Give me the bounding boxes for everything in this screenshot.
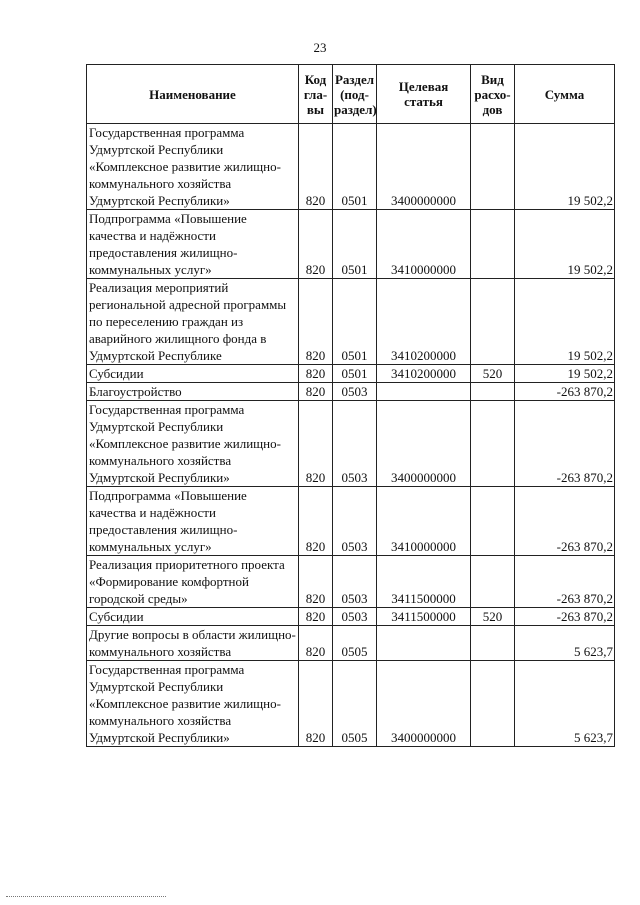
row-kind (471, 487, 515, 556)
row-target (377, 383, 471, 401)
row-sum: 5 623,7 (515, 626, 615, 661)
row-target: 3410000000 (377, 210, 471, 279)
row-section: 0505 (333, 626, 377, 661)
row-code: 820 (299, 556, 333, 608)
row-name: Другие вопросы в области жилищно-коммунального хозяйства (87, 626, 299, 661)
row-code: 820 (299, 210, 333, 279)
row-sum: 19 502,2 (515, 124, 615, 210)
row-name: Реализация мероприятий региональной адресной программы по переселению граждан из аварийного жилищного фонда в Удмуртской Республике (87, 279, 299, 365)
row-kind: 520 (471, 608, 515, 626)
row-sum: 19 502,2 (515, 279, 615, 365)
row-target: 3410200000 (377, 279, 471, 365)
row-kind (471, 401, 515, 487)
row-sum: -263 870,2 (515, 608, 615, 626)
row-name: Государственная программа Удмуртской Республики «Комплексное развитие жилищно-коммунального хозяйства Удмуртской Республики» (87, 661, 299, 747)
row-name: Субсидии (87, 608, 299, 626)
table-row (87, 124, 615, 210)
row-sum: -263 870,2 (515, 401, 615, 487)
table-row (87, 383, 615, 401)
header-sum: Сумма (515, 65, 615, 124)
row-target: 3400000000 (377, 401, 471, 487)
row-code: 820 (299, 661, 333, 747)
row-kind (471, 556, 515, 608)
row-target (377, 626, 471, 661)
row-target: 3410000000 (377, 487, 471, 556)
row-name: Государственная программа Удмуртской Республики «Комплексное развитие жилищно-коммунального хозяйства Удмуртской Республики» (87, 124, 299, 210)
row-name: Подпрограмма «Повышение качества и надёжности предоставления жилищно-коммунальных услуг» (87, 210, 299, 279)
row-name: Благоустройство (87, 383, 299, 401)
header-section: Раздел (под-раздел) (333, 65, 377, 124)
row-code: 820 (299, 365, 333, 383)
row-name: Субсидии (87, 365, 299, 383)
row-target: 3410200000 (377, 365, 471, 383)
row-name: Реализация приоритетного проекта «Формирование комфортной городской среды» (87, 556, 299, 608)
table-row (87, 608, 615, 626)
table-row (87, 279, 615, 365)
table-header-row (87, 65, 615, 124)
header-code: Код гла-вы (299, 65, 333, 124)
row-code: 820 (299, 487, 333, 556)
table-row (87, 487, 615, 556)
row-kind (471, 124, 515, 210)
row-section: 0501 (333, 365, 377, 383)
row-section: 0503 (333, 401, 377, 487)
row-code: 820 (299, 124, 333, 210)
row-section: 0503 (333, 556, 377, 608)
row-section: 0503 (333, 383, 377, 401)
row-sum: -263 870,2 (515, 556, 615, 608)
row-kind (471, 210, 515, 279)
table-row (87, 210, 615, 279)
row-section: 0505 (333, 661, 377, 747)
page-number: 23 (313, 40, 327, 55)
header-target: Целевая статья (377, 65, 471, 124)
row-sum: -263 870,2 (515, 487, 615, 556)
header-kind: Вид расхо-дов (471, 65, 515, 124)
budget-table (86, 64, 615, 747)
row-kind (471, 383, 515, 401)
row-name: Подпрограмма «Повышение качества и надёжности предоставления жилищно-коммунальных услуг» (87, 487, 299, 556)
row-sum: 19 502,2 (515, 210, 615, 279)
row-code: 820 (299, 279, 333, 365)
row-sum: 19 502,2 (515, 365, 615, 383)
row-code: 820 (299, 401, 333, 487)
table-row (87, 556, 615, 608)
row-sum: -263 870,2 (515, 383, 615, 401)
row-code: 820 (299, 626, 333, 661)
row-kind (471, 661, 515, 747)
row-kind (471, 626, 515, 661)
header-name: Наименование (87, 65, 299, 124)
row-section: 0503 (333, 487, 377, 556)
row-code: 820 (299, 383, 333, 401)
row-section: 0501 (333, 210, 377, 279)
row-kind: 520 (471, 365, 515, 383)
row-code: 820 (299, 608, 333, 626)
row-sum: 5 623,7 (515, 661, 615, 747)
row-section: 0501 (333, 124, 377, 210)
row-target: 3400000000 (377, 124, 471, 210)
scan-artifact-line (6, 896, 166, 898)
table-row (87, 365, 615, 383)
row-target: 3411500000 (377, 556, 471, 608)
row-section: 0501 (333, 279, 377, 365)
row-target: 3400000000 (377, 661, 471, 747)
row-name: Государственная программа Удмуртской Республики «Комплексное развитие жилищно-коммунального хозяйства Удмуртской Республики» (87, 401, 299, 487)
table-row (87, 626, 615, 661)
row-section: 0503 (333, 608, 377, 626)
row-target: 3411500000 (377, 608, 471, 626)
row-kind (471, 279, 515, 365)
table-row (87, 661, 615, 747)
table-row (87, 401, 615, 487)
